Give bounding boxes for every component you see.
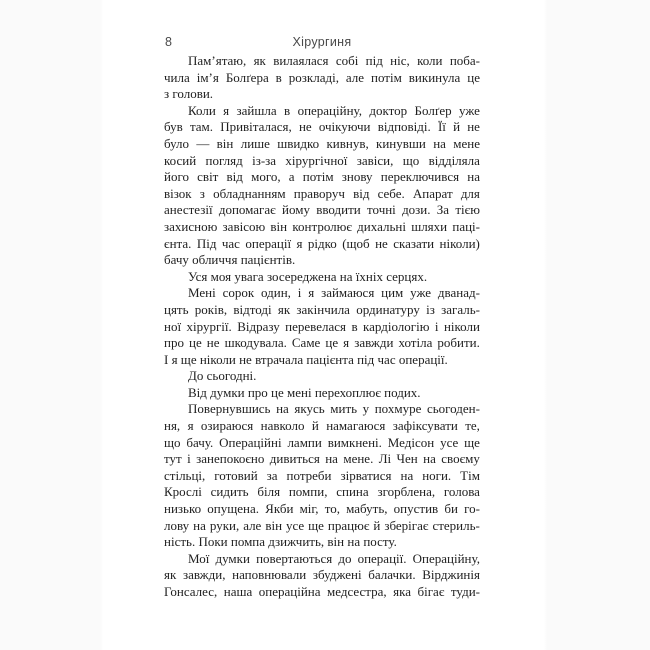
text-line: тут і занепокоєно дивиться на мене. Лі Чен на своєму bbox=[164, 451, 480, 467]
text-line: як завжди, наповнювали збуджені балачки. Вірджинія bbox=[164, 567, 480, 583]
text-line: Гонсалес, наша операційна медсестра, яка бігає туди- bbox=[164, 584, 480, 599]
text-line: І я ще ніколи не втрачала пацієнта під час операції. bbox=[164, 351, 448, 367]
text-block bbox=[164, 53, 480, 601]
text-line: про це не шкодувала. Саме це я завжди хотіла робити. bbox=[164, 335, 480, 351]
text-line: захисною завісою він контролює дихальні шляхи паці- bbox=[164, 218, 480, 234]
text-line: ня, я озираюся навколо й намагаюся зафіксувати те, bbox=[164, 418, 480, 434]
text-line: ної хірургії. Відразу перевелася в кардіологію і ніколи bbox=[164, 318, 480, 334]
text-line: анестезії допомагає йому вводити точні дози. За тією bbox=[164, 202, 480, 218]
text-line: низько опущена. Якби міг, то, мабуть, опустив би го- bbox=[164, 501, 480, 517]
text-line: був там. Привіталася, не очікуючи відповіді. Її й не bbox=[164, 119, 480, 135]
text-line: Пам’ятаю, як вилаялася собі під ніс, коли поба- bbox=[188, 53, 480, 68]
text-line: цять років, відтоді як закінчила ординатуру із загаль- bbox=[164, 301, 480, 317]
text-line: Від думки про це мені перехоплює подих. bbox=[188, 384, 421, 400]
running-header bbox=[164, 35, 480, 50]
text-line: було — він лише швидко кивнув, кинувши на мене bbox=[164, 135, 480, 151]
text-line: косий погляд із-за хірургічної завіси, що відділяла bbox=[164, 152, 480, 168]
text-line: стільці, готовий за потреби зірватися на ноги. Тім bbox=[164, 467, 480, 483]
text-line: Коли я зайшла в операційну, доктор Болґер уже bbox=[188, 102, 480, 118]
page-number: 8 bbox=[165, 35, 172, 49]
text-line: Крослі сидить біля помпи, спина згорблена, голова bbox=[164, 484, 480, 500]
text-line: візок з обладнанням праворуч від себе. Апарат для bbox=[164, 185, 480, 201]
text-line: Повернувшись на якусь мить у похмуре сьогоден- bbox=[188, 401, 480, 417]
text-line: чила ім’я Болґера в розкладі, але потім викинула це bbox=[164, 69, 480, 85]
text-line: бачу обличчя пацієнтів. bbox=[164, 252, 296, 268]
text-line: лову на руки, але він усе ще працює й зберігає стериль- bbox=[164, 517, 480, 533]
text-line: Мені сорок один, і я займаюся цим уже дванад- bbox=[188, 285, 480, 301]
text-line: його світ від мого, а потім знову переключився на bbox=[164, 169, 480, 185]
text-line: Мої думки повертаються до операції. Операційну, bbox=[188, 550, 480, 566]
text-line: з голови. bbox=[164, 86, 214, 102]
text-line: єнта. Під час операції я рідко (щоб не сказати ніколи) bbox=[164, 235, 480, 251]
text-line: Уся моя увага зосереджена на їхніх серцях. bbox=[188, 268, 428, 284]
text-line: ність. Поки помпа дзижчить, він на посту. bbox=[164, 534, 397, 550]
running-title: Хірургиня bbox=[292, 35, 352, 49]
text-line: що бачу. Операційні лампи вимкнені. Медісон усе ще bbox=[164, 434, 480, 450]
text-line: До сьогодні. bbox=[188, 368, 257, 384]
